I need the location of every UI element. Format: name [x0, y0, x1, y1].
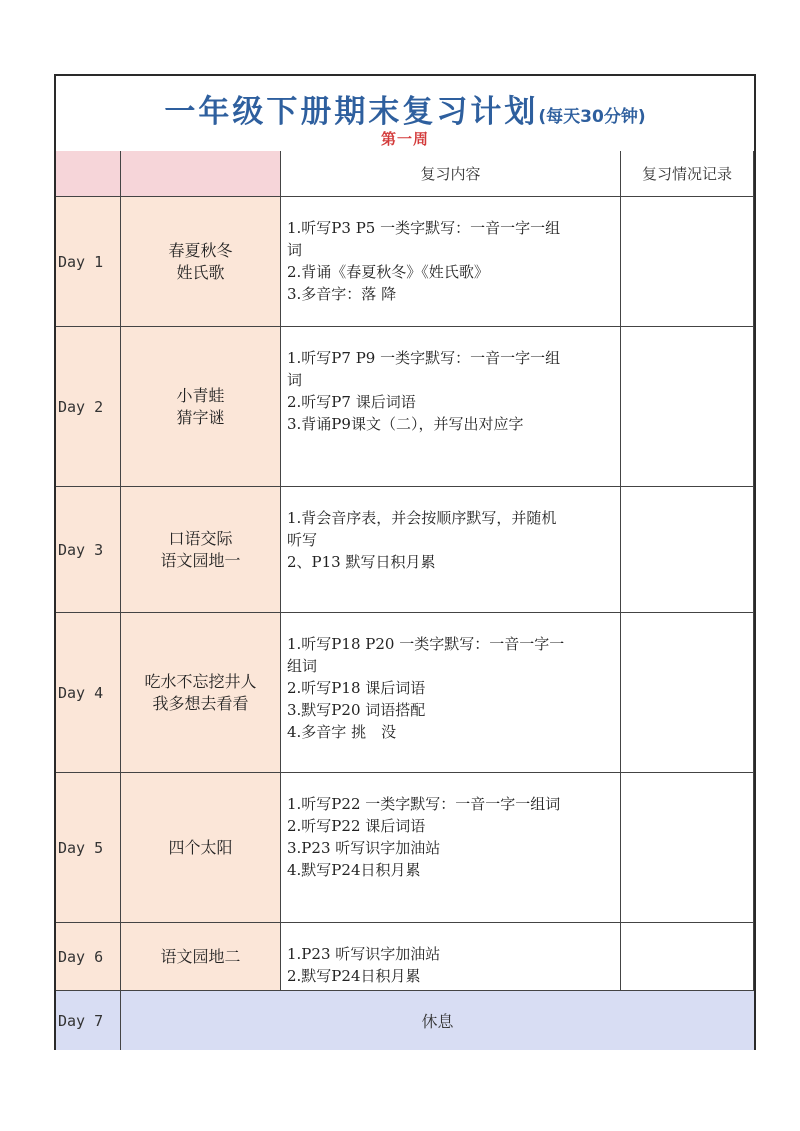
- day-label: Day 5: [58, 838, 104, 857]
- record-cell[interactable]: [621, 327, 754, 487]
- review-plan-table: [54, 74, 756, 1050]
- header-lesson-cell: [121, 151, 281, 197]
- page-title: [56, 86, 754, 131]
- record-cell[interactable]: [621, 923, 754, 991]
- record-cell[interactable]: [621, 487, 754, 613]
- task-line: 1.听写P18 P20 一类字默写：一音一字一: [287, 635, 565, 653]
- task-line: 3.默写P20 词语搭配: [287, 701, 426, 719]
- lesson-cell: [121, 773, 281, 923]
- record-cell[interactable]: [621, 773, 754, 923]
- day-label: Day 6: [58, 947, 104, 966]
- task-line: 组词: [287, 657, 318, 675]
- task-list-cell: [281, 197, 621, 327]
- lesson-title: 吃水不忘挖井人: [144, 671, 257, 691]
- task-line: 1.听写P22 一类字默写：一音一字一组词: [287, 795, 561, 813]
- day-label: Day 2: [58, 397, 104, 416]
- lesson-title: 语文园地二: [160, 946, 241, 966]
- day-label-cell: [56, 613, 121, 773]
- task-line: 2.听写P22 课后词语: [287, 817, 426, 835]
- day-label-cell: [56, 773, 121, 923]
- task-line: 听写: [287, 531, 318, 549]
- task-line: 1.听写P3 P5 一类字默写：一音一字一组: [287, 219, 561, 237]
- day-label-cell: [56, 923, 121, 991]
- task-list-cell: [281, 327, 621, 487]
- rest-cell: [121, 991, 754, 1050]
- day-label: Day 4: [58, 683, 104, 702]
- day-label-cell: [56, 197, 121, 327]
- task-list-cell: [281, 487, 621, 613]
- lesson-title: 语文园地一: [160, 550, 241, 570]
- task-line: 2.听写P7 课后词语: [287, 393, 416, 411]
- header-content-label: 复习内容: [420, 165, 481, 183]
- title-bar: [56, 76, 754, 152]
- lesson-title: 我多想去看看: [152, 693, 249, 713]
- day-label-cell: [56, 991, 121, 1050]
- lesson-cell: [121, 613, 281, 773]
- task-line: 2.背诵《春夏秋冬》《姓氏歌》: [287, 263, 489, 281]
- header-record-label: 复习情况记录: [641, 165, 732, 183]
- task-list-cell: [281, 613, 621, 773]
- task-line: 2、P13 默写日积月累: [287, 553, 436, 571]
- task-list-cell: [281, 923, 621, 991]
- lesson-title: 姓氏歌: [176, 262, 225, 282]
- record-cell[interactable]: [621, 613, 754, 773]
- task-line: 4.默写P24日积月累: [287, 861, 421, 879]
- day-label: Day 3: [58, 540, 104, 559]
- lesson-title: 春夏秋冬: [168, 240, 233, 260]
- task-line: 1.P23 听写识字加油站: [287, 945, 441, 963]
- lesson-cell: [121, 327, 281, 487]
- task-line: 词: [287, 241, 303, 259]
- lesson-title: 小青蛙: [176, 385, 225, 405]
- lesson-title: 口语交际: [168, 528, 233, 548]
- title-note: (每天30分钟): [538, 107, 646, 127]
- task-line: 4.多音字 挑 没: [287, 723, 397, 741]
- day-label: Day 1: [58, 252, 104, 271]
- week-label: 第一周: [380, 130, 429, 148]
- task-list-cell: [281, 773, 621, 923]
- header-day-cell: [56, 151, 121, 197]
- task-line: 词: [287, 371, 303, 389]
- rest-label: 休息: [421, 1012, 454, 1031]
- task-line: 3.背诵P9课文（二），并写出对应字: [287, 415, 524, 433]
- day-label-cell: [56, 487, 121, 613]
- task-line: 1.听写P7 P9 一类字默写：一音一字一组: [287, 349, 561, 367]
- header-record-cell: [621, 151, 754, 197]
- day-label: Day 7: [58, 1011, 104, 1030]
- task-line: 2.默写P24日积月累: [287, 967, 421, 985]
- lesson-title: 猜字谜: [176, 407, 225, 427]
- lesson-cell: [121, 197, 281, 327]
- task-line: 3.多音字：落 降: [287, 285, 397, 303]
- lesson-cell: [121, 923, 281, 991]
- day-label-cell: [56, 327, 121, 487]
- record-cell[interactable]: [621, 197, 754, 327]
- task-line: 2.听写P18 课后词语: [287, 679, 426, 697]
- task-line: 1.背会音序表，并会按顺序默写，并随机: [287, 509, 557, 527]
- lesson-title: 四个太阳: [168, 837, 233, 857]
- task-line: 3.P23 听写识字加油站: [287, 839, 441, 857]
- header-content-cell: [281, 151, 621, 197]
- title-text: 一年级下册期末复习计划: [164, 94, 539, 130]
- lesson-cell: [121, 487, 281, 613]
